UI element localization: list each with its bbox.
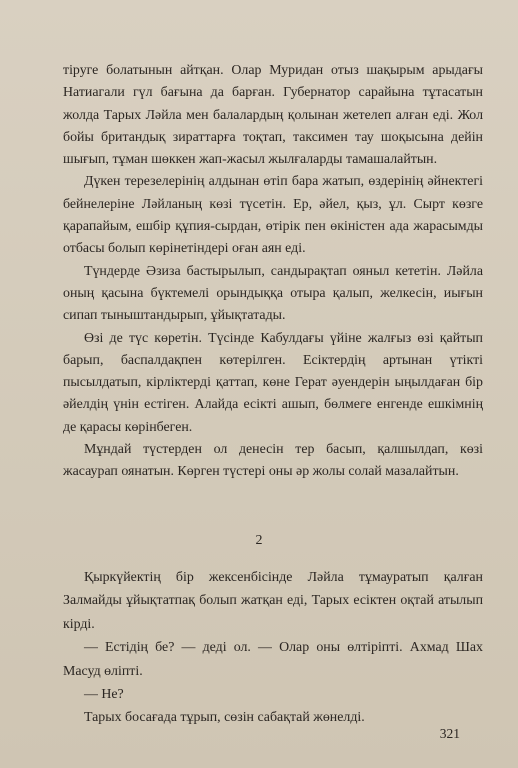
body-text-top [63, 60, 483, 484]
paragraph: Өзі де түс көретін. Түсінде Кабулдағы үйіне жалғыз өзі қайтып барып, баспалдақпен көтерілген. Есіктердің артынан үтікті пысылдатып, кірліктерді қаттап, көне Герат әуендерін ыңылдаған бір әйелдің үнін естіген. Алайда есікті ашып, бөлмеге енгенде ешкімнің де қарасы көрінбеген. [63, 330, 483, 435]
paragraph: — Не? [84, 687, 124, 703]
paragraph: Түндерде Әзиза бастырылып, сандырақтап ояныл кететін. Ләйла оның қасына бүктемелі орындыққа отыра қалып, желкесін, иығын сипап тыныштандырып, ұйықтатады. [63, 263, 483, 324]
paragraph: Мұндай түстерден ол денесін тер басып, қалшылдап, көзі жасаурап оянатын. Көрген түстері оны әр жолы солай мазалайтын. [63, 442, 483, 480]
page-number: 321 [439, 726, 460, 741]
paragraph: Қыркүйектің бір жексенбісінде Ләйла тұмауратып қалған Залмайды ұйықтатпақ болып жатқан еді, Тарых есіктен оқтай атылып кірді. [63, 570, 483, 632]
body-text-bottom [63, 566, 483, 730]
paragraph: Дүкен терезелерінің алдынан өтіп бара жатып, өздерінің әйнектегі бейнелеріне Ләйланың көзі түсетін. Ер, әйел, қыз, ұл. Сырт көзге қарапайым, ешбір құпия-сырдан, өтірік пен өкіністен ада жарасымды отбасы болып көрінетіндері оған аян еді. [63, 174, 483, 257]
paragraph: тіруге болатынын айтқан. Олар Муридан отыз шақырым арыдағы Натиагали гүл бағына да барған. Губернатор сарайына тұтасатын жолда Тарых Ләйла мен балалардың қолынан жетелеп алған еді. Жол бойы британдық зираттарға тоқтап, таксимен тау шоқысына дейін шығып, тұман шөккен жап-жасыл жылғаларды тамашалайтын. [63, 63, 483, 168]
paragraph: — Естідің бе? — деді ол. — Олар оны өлтіріпті. Ахмад Шах Масуд өліпті. [63, 640, 483, 679]
chapter-number: 2 [255, 533, 263, 548]
paragraph: Тарых босағада тұрып, сөзін сабақтай жөнелді. [84, 710, 365, 726]
